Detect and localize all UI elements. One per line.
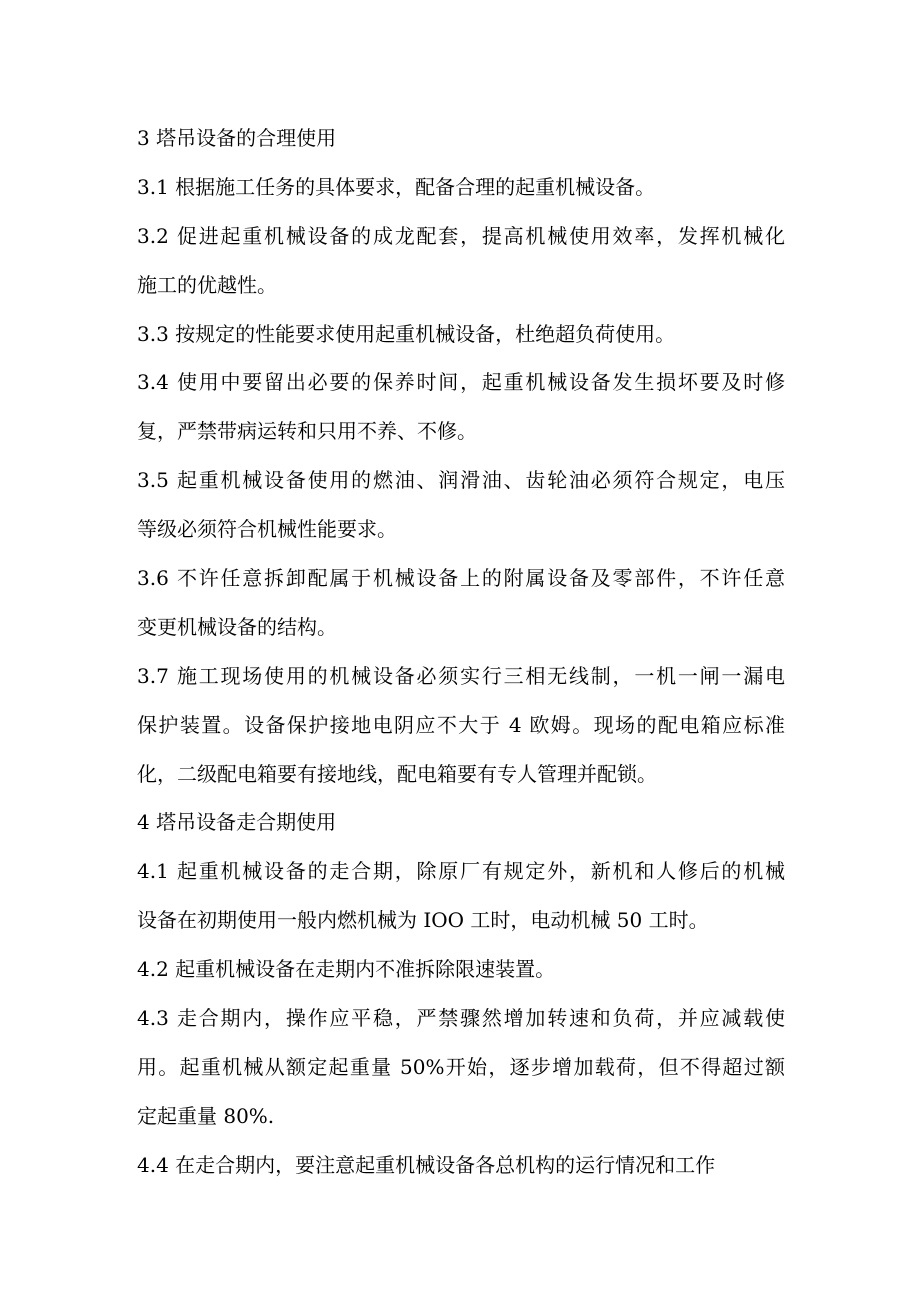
paragraph-4-3-line-1: 4.3 走合期内，操作应平稳，严禁骤然增加转速和负荷，并应减载使 — [137, 1006, 785, 1031]
paragraph-3-1: 3.1 根据施工任务的具体要求，配备合理的起重机械设备。 — [137, 174, 656, 199]
paragraph-4-4-line-1: 4.4 在走合期内，要注意起重机械设备各总机构的运行情况和工作 — [137, 1152, 716, 1177]
paragraph-3-7-line-1: 3.7 施工现场使用的机械设备必须实行三相无线制，一机一闸一漏电 — [137, 663, 785, 688]
paragraph-3-6-line-1: 3.6 不许任意拆卸配属于机械设备上的附属设备及零部件，不许任意 — [137, 566, 785, 591]
paragraph-4-1-line-1: 4.1 起重机械设备的走合期，除原厂有规定外，新机和人修后的机械 — [137, 859, 785, 884]
paragraph-4-3-line-3: 定起重量 80%. — [137, 1103, 275, 1128]
paragraph-4-1-line-2: 设备在初期使用一般内燃机械为 IOO 工时，电动机械 50 工时。 — [137, 908, 709, 933]
paragraph-4-2: 4.2 起重机械设备在走期内不准拆除限速装置。 — [137, 957, 556, 982]
paragraph-4-3-line-2: 用。起重机械从额定起重量 50%开始，逐步增加载荷，但不得超过额 — [137, 1054, 785, 1079]
paragraph-3-5-line-1: 3.5 起重机械设备使用的燃油、润滑油、齿轮油必须符合规定，电压 — [137, 468, 785, 493]
paragraph-3-3: 3.3 按规定的性能要求使用起重机械设备，杜绝超负荷使用。 — [137, 321, 676, 346]
paragraph-3-7-line-3: 化，二级配电箱要有接地线，配电箱要有专人管理并配锁。 — [137, 761, 657, 786]
paragraph-3-4-line-2: 复，严禁带病运转和只用不养、不修。 — [137, 419, 477, 444]
paragraph-3-2-line-2: 施工的优越性。 — [137, 272, 277, 297]
paragraph-3-7-line-2: 保护装置。设备保护接地电阴应不大于 4 欧姆。现场的配电箱应标准 — [137, 712, 785, 737]
section-heading-3: 3 塔吊设备的合理使用 — [137, 126, 337, 150]
paragraph-3-6-line-2: 变更机械设备的结构。 — [137, 614, 337, 639]
paragraph-3-5-line-2: 等级必须符合机械性能要求。 — [137, 517, 397, 542]
document-page — [137, 114, 785, 1190]
paragraph-3-4-line-1: 3.4 使用中要留出必要的保养时间，起重机械设备发生损坏要及时修 — [137, 370, 785, 395]
paragraph-3-2-line-1: 3.2 促进起重机械设备的成龙配套，提高机械使用效率，发挥机械化 — [137, 223, 785, 248]
section-heading-4: 4 塔吊设备走合期使用 — [137, 810, 337, 835]
